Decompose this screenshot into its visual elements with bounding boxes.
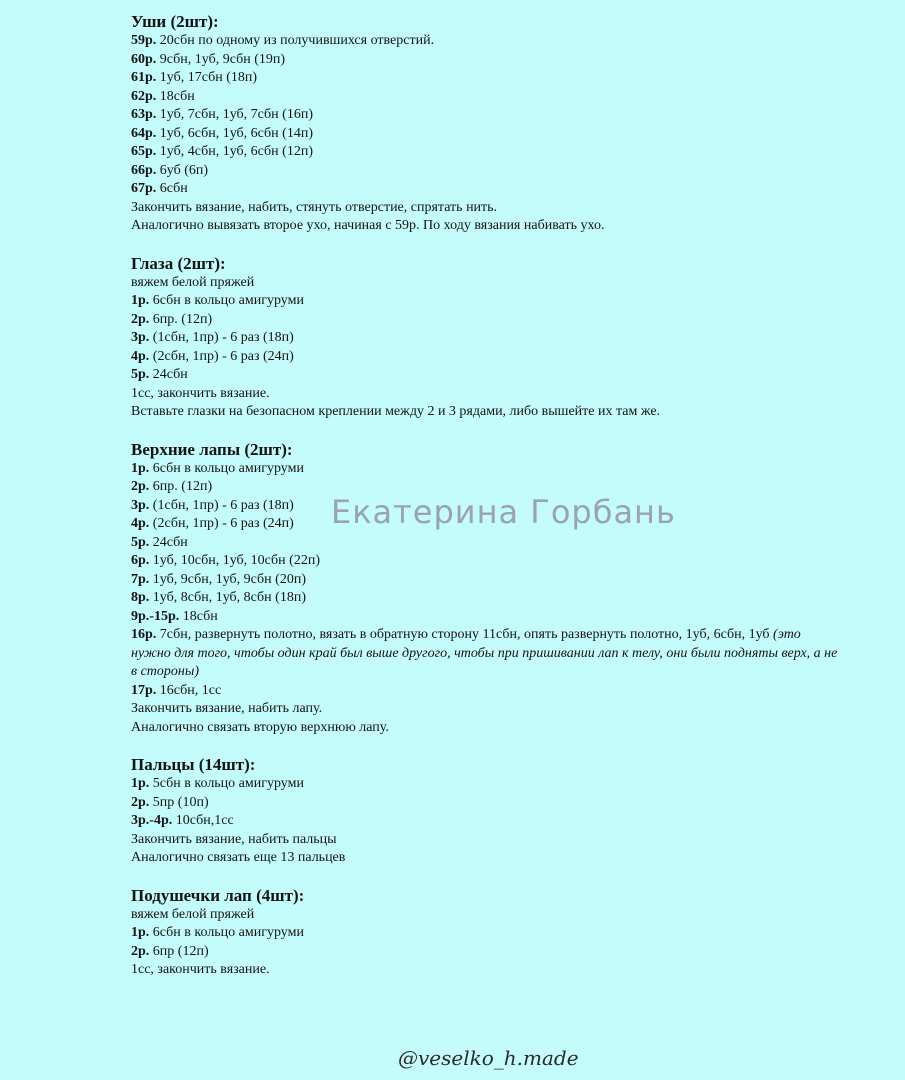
row-label: 4р. xyxy=(131,516,150,531)
instruction-line xyxy=(131,385,841,404)
row-text: 24сбн xyxy=(149,367,188,382)
row-text: 16сбн, 1сс xyxy=(156,682,222,698)
row-text: 6сбн xyxy=(156,181,188,196)
italic-note: (это нужно для того, чтобы один край был выше другого, чтобы при пришивании лап к телу, они были подняты верх, а не в стороны) xyxy=(131,627,838,679)
instruction-line xyxy=(131,571,841,590)
instruction-line xyxy=(131,329,841,348)
row-label: 2р. xyxy=(131,311,150,327)
row-label: 3р. xyxy=(131,497,150,513)
instruction-line xyxy=(131,162,841,181)
instruction-line xyxy=(131,906,841,925)
instruction-text: Аналогично связать еще 13 пальцев xyxy=(131,850,346,865)
instruction-line xyxy=(131,589,841,608)
instruction-line xyxy=(131,775,841,794)
row-text: 1уб, 9сбн, 1уб, 9сбн (20п) xyxy=(149,571,306,587)
row-text: 1уб, 8сбн, 1уб, 8сбн (18п) xyxy=(149,590,306,605)
row-label: 1р. xyxy=(131,776,150,791)
row-text: 6уб (6п) xyxy=(156,162,209,178)
section-title: Уши (2шт): xyxy=(131,12,219,31)
row-label: 1р. xyxy=(131,293,150,308)
instruction-line xyxy=(131,626,841,682)
row-label: 61р. xyxy=(131,70,157,85)
instruction-line xyxy=(131,700,841,719)
row-label: 3р. xyxy=(131,330,150,345)
instruction-line xyxy=(131,534,841,553)
section-eyes xyxy=(131,254,841,422)
row-text: (2сбн, 1пр) - 6 раз (24п) xyxy=(149,516,294,531)
row-text: 6сбн в кольцо амигуруми xyxy=(149,925,304,940)
row-text: 7сбн, развернуть полотно, вязать в обратную сторону 11сбн, опять развернуть полотно, 1уб, 6сбн, 1уб xyxy=(156,627,774,642)
row-label: 64р. xyxy=(131,125,157,141)
row-text: 6пр. (12п) xyxy=(149,311,213,327)
row-text: 18сбн xyxy=(156,88,195,104)
instruction-line xyxy=(131,51,841,70)
row-label: 8р. xyxy=(131,590,150,605)
instruction-text: вяжем белой пряжей xyxy=(131,274,255,290)
row-label: 62р. xyxy=(131,88,157,104)
instruction-line xyxy=(131,348,841,367)
instruction-text: 1сс, закончить вязание. xyxy=(131,962,270,977)
instruction-line xyxy=(131,88,841,107)
row-text: 10сбн,1сс xyxy=(172,813,234,828)
row-label: 17р. xyxy=(131,682,157,698)
instruction-line xyxy=(131,943,841,962)
instruction-line xyxy=(131,32,841,51)
row-text: 5пр (10п) xyxy=(149,794,209,810)
row-label: 5р. xyxy=(131,367,150,382)
section-title: Подушечки лап (4шт): xyxy=(131,885,305,905)
instruction-line xyxy=(131,106,841,125)
section-fingers xyxy=(131,755,841,868)
instruction-line xyxy=(131,552,841,571)
row-label: 16р. xyxy=(131,627,157,642)
row-text: 24сбн xyxy=(149,534,188,550)
row-text: 1уб, 10сбн, 1уб, 10сбн (22п) xyxy=(149,553,320,568)
instruction-line xyxy=(131,719,841,738)
instruction-line xyxy=(131,180,841,199)
instruction-line xyxy=(131,217,841,236)
row-text: 6пр. (12п) xyxy=(149,479,213,494)
row-label: 6р. xyxy=(131,553,150,568)
row-label: 65р. xyxy=(131,144,157,159)
row-label: 2р. xyxy=(131,479,150,494)
author-watermark: Екатерина Горбань xyxy=(331,493,676,531)
instruction-line xyxy=(131,274,841,293)
row-label: 1р. xyxy=(131,460,150,476)
row-label: 5р. xyxy=(131,534,150,550)
row-text: 1уб, 7сбн, 1уб, 7сбн (16п) xyxy=(156,107,313,122)
row-label: 63р. xyxy=(131,107,157,122)
instruction-line xyxy=(131,812,841,831)
row-text: 6сбн в кольцо амигуруми xyxy=(149,293,304,308)
row-label: 2р. xyxy=(131,794,150,810)
row-text: (2сбн, 1пр) - 6 раз (24п) xyxy=(149,348,294,364)
instruction-line xyxy=(131,366,841,385)
section-title: Верхние лапы (2шт): xyxy=(131,439,293,459)
row-text: (1сбн, 1пр) - 6 раз (18п) xyxy=(149,497,294,513)
section-title: Пальцы (14шт): xyxy=(131,755,256,774)
section-paw-pads xyxy=(131,886,841,980)
row-text: 20сбн по одному из получившихся отверстий. xyxy=(156,33,435,48)
row-label: 59р. xyxy=(131,33,157,48)
instruction-line xyxy=(131,460,841,479)
instruction-text: Аналогично вывязать второе ухо, начиная с 59р. По ходу вязания набивать ухо. xyxy=(131,218,605,233)
row-text: 1уб, 6сбн, 1уб, 6сбн (14п) xyxy=(156,125,313,141)
instruction-line xyxy=(131,292,841,311)
row-label: 67р. xyxy=(131,181,157,196)
row-label: 4р. xyxy=(131,348,150,364)
instruction-text: Аналогично связать вторую верхнюю лапу. xyxy=(131,719,389,735)
instruction-line xyxy=(131,831,841,850)
row-label: 66р. xyxy=(131,162,157,178)
instruction-line xyxy=(131,143,841,162)
instruction-line xyxy=(131,311,841,330)
section-upper-paws xyxy=(131,440,841,738)
instruction-text: Закончить вязание, набить лапу. xyxy=(131,701,323,716)
instruction-text: Закончить вязание, набить пальцы xyxy=(131,831,337,847)
section-ears xyxy=(131,12,841,236)
row-label: 3р.-4р. xyxy=(131,813,173,828)
instruction-line xyxy=(131,794,841,813)
row-label: 9р.-15р. xyxy=(131,608,180,624)
row-label: 60р. xyxy=(131,51,157,67)
row-label: 1р. xyxy=(131,925,150,940)
instruction-text: Закончить вязание, набить, стянуть отверстие, спрятать нить. xyxy=(131,199,498,215)
instruction-line xyxy=(131,403,841,422)
instruction-line xyxy=(131,199,841,218)
row-text: 6пр (12п) xyxy=(149,943,209,959)
row-text: 1уб, 4сбн, 1уб, 6сбн (12п) xyxy=(156,144,313,159)
row-label: 7р. xyxy=(131,571,150,587)
instruction-line xyxy=(131,608,841,627)
instruction-line xyxy=(131,849,841,868)
section-title: Глаза (2шт): xyxy=(131,253,226,273)
row-label: 2р. xyxy=(131,943,150,959)
row-text: 1уб, 17сбн (18п) xyxy=(156,70,258,85)
row-text: (1сбн, 1пр) - 6 раз (18п) xyxy=(149,330,294,345)
instruction-text: Вставьте глазки на безопасном креплении между 2 и 3 рядами, либо вышейте их там же. xyxy=(131,404,661,419)
instruction-line xyxy=(131,69,841,88)
instruction-line xyxy=(131,125,841,144)
author-signature: @veselko_h.made xyxy=(398,1046,579,1070)
row-text: 18сбн xyxy=(179,608,218,624)
instruction-line xyxy=(131,961,841,980)
row-text: 5сбн в кольцо амигуруми xyxy=(149,776,304,791)
instruction-text: вяжем белой пряжей xyxy=(131,906,255,922)
instruction-text: 1сс, закончить вязание. xyxy=(131,385,270,401)
row-text: 6сбн в кольцо амигуруми xyxy=(149,460,304,476)
instruction-line xyxy=(131,924,841,943)
instruction-line xyxy=(131,682,841,701)
row-text: 9сбн, 1уб, 9сбн (19п) xyxy=(156,51,286,67)
